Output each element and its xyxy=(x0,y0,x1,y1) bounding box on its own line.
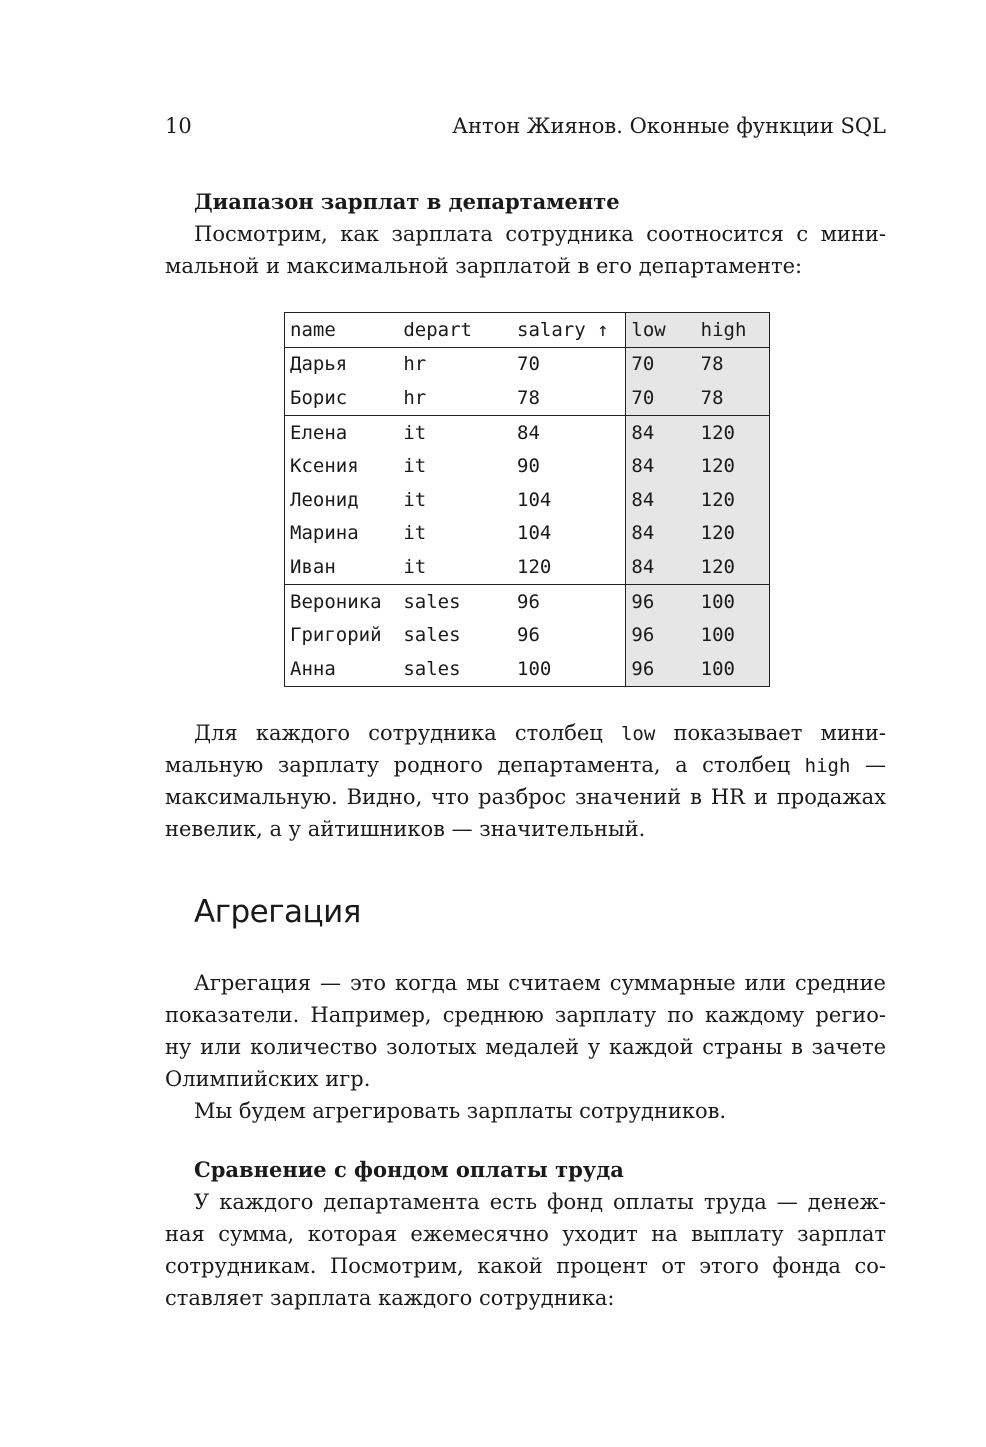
payroll-line-1: У каждого департамента есть фонд оплаты труда — денеж- xyxy=(194,1190,886,1214)
explanation-line-2: мальную зарплату родного департамента, а столбец high — xyxy=(165,753,886,777)
aggregation-line-1: Агрегация — это когда мы считаем суммарные или средние xyxy=(194,971,886,995)
cell-salary: 90 xyxy=(517,455,540,478)
aggregation-line-2: показатели. Например, среднюю зарплату по каждому регио- xyxy=(165,1003,886,1027)
cell-high: 120 xyxy=(696,415,770,449)
cell-high: 120 xyxy=(696,449,770,483)
cell-salary: 104 xyxy=(517,488,552,511)
cell-high: 100 xyxy=(696,652,770,686)
cell-low: 84 xyxy=(626,517,696,551)
cell-name: Иван xyxy=(290,555,336,578)
code-low: low xyxy=(620,723,656,745)
cell-depart: sales xyxy=(403,657,461,680)
column-header-depart: depart xyxy=(403,318,472,341)
cell-salary: 78 xyxy=(517,386,540,409)
table-row xyxy=(285,517,770,551)
cell-high: 120 xyxy=(696,483,770,517)
cell-salary: 104 xyxy=(517,522,552,545)
cell-name: Борис xyxy=(290,386,348,409)
cell-depart: sales xyxy=(403,624,461,647)
aggregation-paragraph-2: Мы будем агрегировать зарплаты сотрудников. xyxy=(194,1099,727,1123)
column-header-name: name xyxy=(290,318,336,341)
table-row xyxy=(285,381,770,415)
table-row xyxy=(285,584,770,618)
cell-name: Елена xyxy=(290,421,348,444)
cell-salary: 100 xyxy=(517,657,552,680)
cell-high: 120 xyxy=(696,550,770,584)
cell-depart: it xyxy=(403,522,427,545)
cell-low: 70 xyxy=(626,347,696,381)
payroll-line-4: ставляет зарплата каждого сотрудника: xyxy=(165,1286,615,1310)
subheading-payroll-comparison: Сравнение с фондом оплаты труда xyxy=(194,1157,624,1182)
page-number: 10 xyxy=(165,114,192,138)
column-header-high: high xyxy=(696,313,770,348)
cell-depart: hr xyxy=(403,386,427,409)
cell-salary: 96 xyxy=(517,590,540,613)
cell-high: 100 xyxy=(696,584,770,618)
cell-salary: 120 xyxy=(517,555,552,578)
column-header-low: low xyxy=(626,313,696,348)
cell-low: 84 xyxy=(626,415,696,449)
section-heading-aggregation: Агрегация xyxy=(194,894,361,930)
salary-table xyxy=(284,312,770,687)
cell-high: 120 xyxy=(696,517,770,551)
cell-depart: it xyxy=(403,488,427,511)
cell-low: 96 xyxy=(626,652,696,686)
aggregation-line-4: Олимпийских игр. xyxy=(165,1067,371,1091)
table-row xyxy=(285,449,770,483)
cell-name: Вероника xyxy=(290,590,382,613)
cell-name: Анна xyxy=(290,657,336,680)
table-row xyxy=(285,550,770,584)
payroll-line-3: сотрудникам. Посмотрим, какой процент от этого фонда со- xyxy=(165,1254,886,1278)
cell-name: Григорий xyxy=(290,624,382,647)
intro-line-1: Посмотрим, как зарплата сотрудника соотносится с мини- xyxy=(194,222,886,246)
cell-name: Марина xyxy=(290,522,359,545)
cell-low: 84 xyxy=(626,483,696,517)
intro-line-2: мальной и максимальной зарплатой в его департаменте: xyxy=(165,254,803,278)
cell-low: 70 xyxy=(626,381,696,415)
cell-depart: it xyxy=(403,421,427,444)
cell-high: 78 xyxy=(696,381,770,415)
table-header-row xyxy=(285,313,770,348)
cell-low: 96 xyxy=(626,584,696,618)
explanation-line-1: Для каждого сотрудника столбец low показывает мини- xyxy=(194,721,886,745)
cell-low: 84 xyxy=(626,550,696,584)
table-row xyxy=(285,618,770,652)
cell-depart: it xyxy=(403,455,427,478)
cell-depart: it xyxy=(403,555,427,578)
cell-depart: sales xyxy=(403,590,461,613)
subheading-salary-range: Диапазон зарплат в департаменте xyxy=(194,189,620,214)
table-row xyxy=(285,652,770,686)
explanation-line-4: невелик, а у айтишников — значительный. xyxy=(165,817,646,841)
cell-name: Леонид xyxy=(290,488,359,511)
cell-high: 100 xyxy=(696,618,770,652)
cell-salary: 70 xyxy=(517,353,540,376)
explanation-line-3: максимальную. Видно, что разброс значений в HR и продажах xyxy=(165,785,886,809)
cell-name: Ксения xyxy=(290,455,359,478)
code-high: high xyxy=(804,755,851,777)
column-header-salary: salary ↑ xyxy=(517,318,609,341)
table-row xyxy=(285,415,770,449)
cell-low: 96 xyxy=(626,618,696,652)
cell-salary: 96 xyxy=(517,624,540,647)
cell-name: Дарья xyxy=(290,353,348,376)
running-title: Антон Жиянов. Оконные функции SQL xyxy=(452,114,886,138)
cell-low: 84 xyxy=(626,449,696,483)
cell-salary: 84 xyxy=(517,421,540,444)
aggregation-line-3: ну или количество золотых медалей у каждой страны в зачете xyxy=(165,1035,886,1059)
payroll-line-2: ная сумма, которая ежемесячно уходит на выплату зарплат xyxy=(165,1222,886,1246)
table-row xyxy=(285,347,770,381)
cell-depart: hr xyxy=(403,353,427,376)
table-row xyxy=(285,483,770,517)
cell-high: 78 xyxy=(696,347,770,381)
